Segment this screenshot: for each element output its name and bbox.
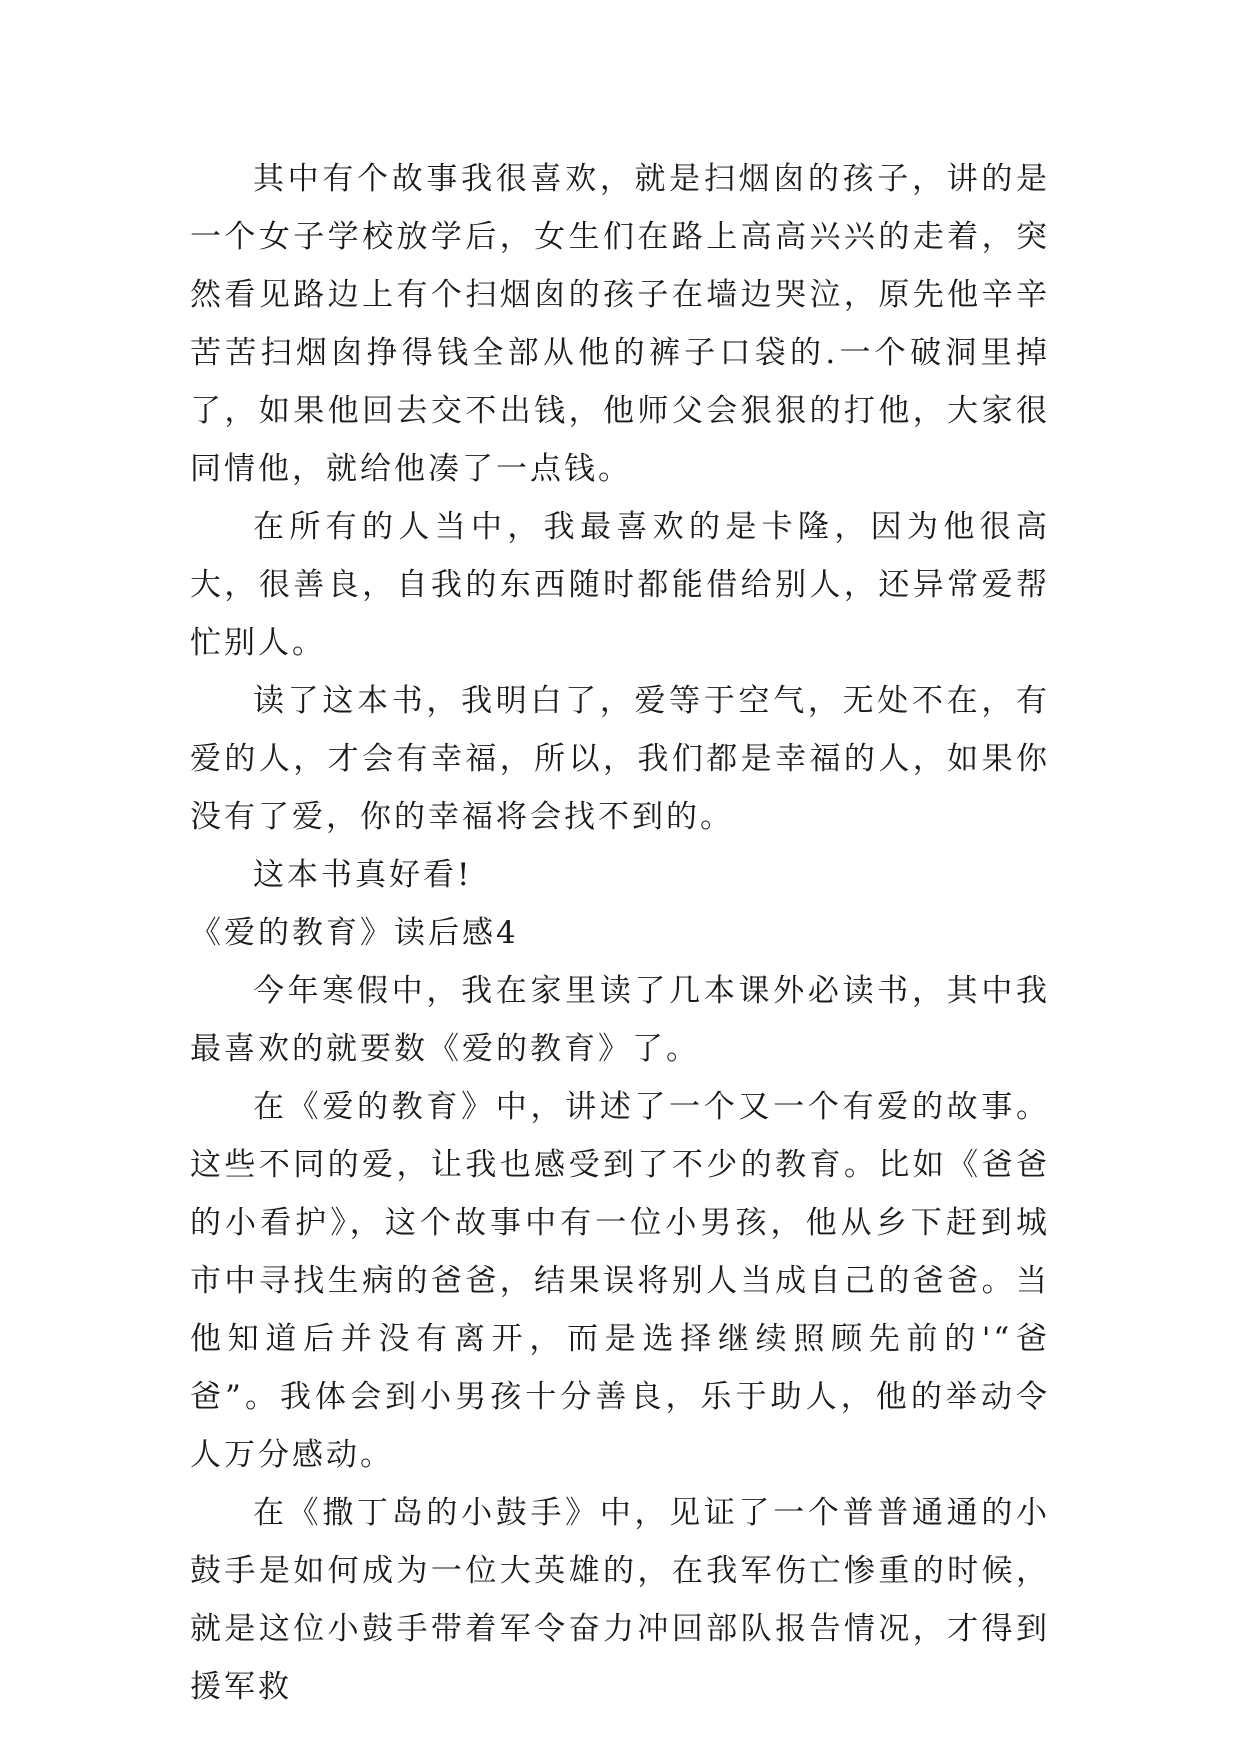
document-page <box>190 150 1050 1716</box>
paragraph-little-nurse: 在《爱的教育》中，讲述了一个又一个有爱的故事。这些不同的爱，让我也感受到了不少的教育。比如《爸爸的小看护》，这个故事中有一位小男孩，他从乡下赶到城市中寻找生病的爸爸，结果误将别人当成自己的爸爸。当他知道后并没有离开，而是选择继续照顾先前的'“爸爸”。我体会到小男孩十分善良，乐于助人，他的举动令人万分感动。 <box>190 1089 1050 1473</box>
paragraph-garrone: 在所有的人当中，我最喜欢的是卡隆，因为他很高大，很善良，自我的东西随时都能借给别人，还异常爱帮忙别人。 <box>190 509 1050 661</box>
paragraph-winter-break: 今年寒假中，我在家里读了几本课外必读书，其中我最喜欢的就要数《爱的教育》了。 <box>190 973 1050 1067</box>
paragraph-drummer-boy: 在《撒丁岛的小鼓手》中，见证了一个普普通通的小鼓手是如何成为一位大英雄的，在我军伤亡惨重的时候，就是这位小鼓手带着军令奋力冲回部队报告情况，才得到援军救 <box>190 1495 1050 1705</box>
paragraph-love-air: 读了这本书，我明白了，爱等于空气，无处不在，有爱的人，才会有幸福，所以，我们都是幸福的人，如果你没有了爱，你的幸福将会找不到的。 <box>190 683 1050 835</box>
paragraph-chimney-sweep: 其中有个故事我很喜欢，就是扫烟囱的孩子，讲的是一个女子学校放学后，女生们在路上高高兴兴的走着，突然看见路边上有个扫烟囱的孩子在墙边哭泣，原先他辛辛苦苦扫烟囱挣得钱全部从他的裤子口袋的.一个破洞里掉了，如果他回去交不出钱，他师父会狠狠的打他，大家很同情他，就给他凑了一点钱。 <box>190 161 1050 487</box>
paragraph-good-book: 这本书真好看! <box>253 857 473 893</box>
section-title: 《爱的教育》读后感4 <box>190 915 519 951</box>
